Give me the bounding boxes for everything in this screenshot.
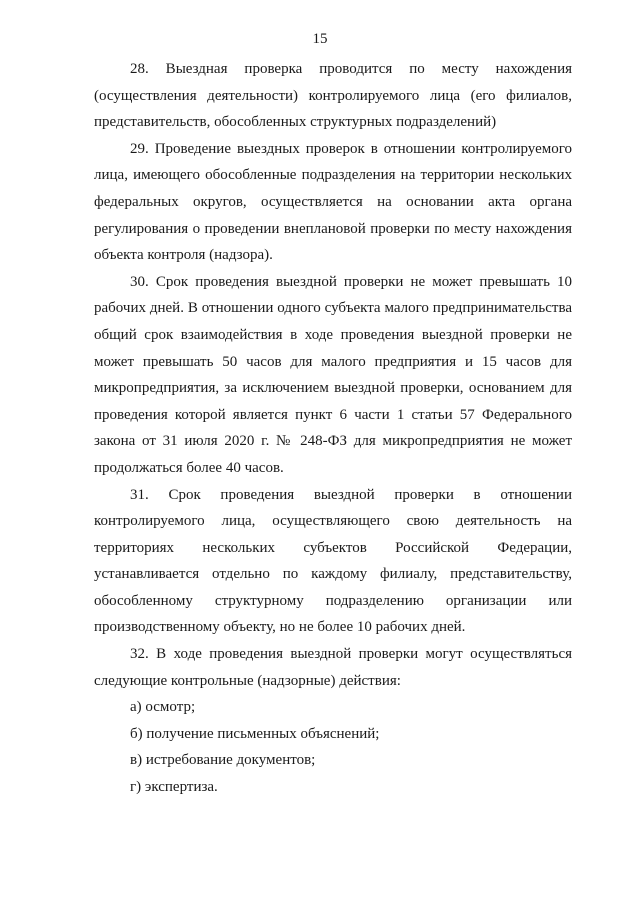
list-item-inspection: а) осмотр;: [130, 699, 196, 716]
paragraph-29: 29. Проведение выездных проверок в отношении контролируемого лица, имеющего обособленные подразделения на территории нескольких федеральных округов, осуществляется на основании акта органа регулирования о проведении внеплановой проверки по месту нахождения объекта контроля (надзора).: [94, 140, 572, 264]
paragraph-28: 28. Выездная проверка проводится по месту нахождения (осуществления деятельности) контролируемого лица (его филиалов, представительств, обособленных структурных подразделений): [94, 61, 572, 131]
paragraph-32: 32. В ходе проведения выездной проверки могут осуществляться следующие контрольные (надзорные) действия:: [94, 646, 572, 689]
paragraph-31: 31. Срок проведения выездной проверки в отношении контролируемого лица, осуществляющего свою деятельность на территориях нескольких субъектов Российской Федерации, устанавливается отдельно по каждому филиалу, представительству, обособленному структурному подразделению организации или производственному объекту, но не более 10 рабочих дней.: [94, 486, 572, 636]
page-number: 15: [312, 31, 328, 47]
list-item-written-explanations: б) получение письменных объяснений;: [130, 725, 380, 742]
paragraph-30: 30. Срок проведения выездной проверки не может превышать 10 рабочих дней. В отношении одного субъекта малого предпринимательства общий срок взаимодействия в ходе проведения выездной проверки не может превышать 50 часов для малого предприятия и 15 часов для микропредприятия, за исключением выездной проверки, основанием для проведения которой является пункт 6 части 1 статьи 57 Федерального закона от 31 июля 2020 г. № 248-ФЗ для микропредприятия не может продолжаться более 40 часов.: [94, 273, 572, 476]
list-item-expertise: г) экспертиза.: [130, 779, 218, 796]
list-item-document-request: в) истребование документов;: [130, 752, 316, 769]
document-body: [94, 56, 572, 801]
